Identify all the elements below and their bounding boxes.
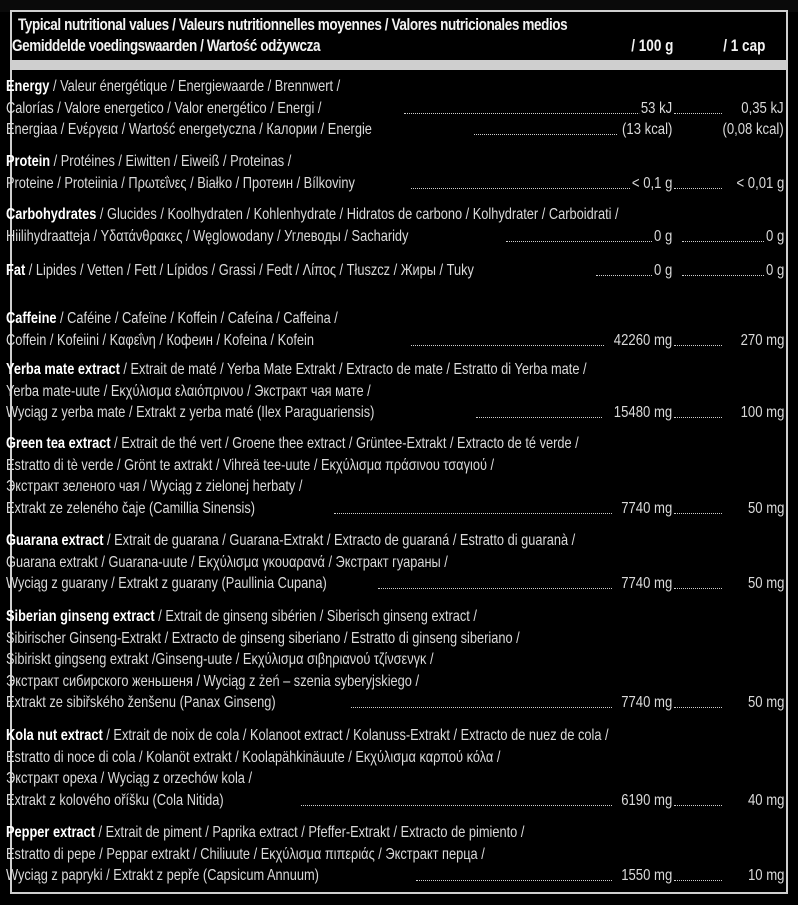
row-yerba-mate [6, 359, 792, 424]
energy-kj-100g: 53 kJ [639, 98, 672, 120]
pepper-line2: Estratto di pepe / Peppar extrakt / Chiliuute / Εκχύλισμα πιπεριάς / Экстракт перца / [6, 845, 485, 863]
kola-cap: 40 mg [746, 790, 784, 812]
kola-line2: Estratto di noce di cola / Kolanöt extrakt / Koolapähkinäuute / Εκχύλισμα καρπού κόλα / [6, 748, 501, 766]
protein-line2: Proteine / Proteiinia / Πρωτεΐνες / Białko / Протеин / Bílkoviny [6, 174, 355, 192]
kola-line1: / Extrait de noix de cola / Kolanoot extract / Kolanuss-Extrakt / Extracto de nuez de cola / [102, 727, 609, 744]
row-pepper [6, 822, 792, 887]
carbs-name: Carbohydrates [6, 206, 97, 223]
fat-name: Fat [6, 262, 26, 279]
header-title-line1: Typical nutritional values / Valeurs nutritionnelles moyennes / Valores nutricionales medios [18, 16, 568, 34]
greentea-cap: 50 mg [746, 498, 784, 520]
greentea-name: Green tea extract [6, 435, 111, 452]
pepper-name: Pepper extract [6, 824, 95, 841]
row-kola-nut [6, 725, 792, 811]
caffeine-cap: 270 mg [739, 330, 784, 352]
header-rule [10, 62, 788, 70]
yerba-100g: 15480 mg [612, 402, 672, 424]
ginseng-name: Siberian ginseng extract [6, 608, 155, 625]
fat-line1: / Lipides / Vetten / Fett / Lípidos / Grassi / Fedt / Λίπος / Tłuszcz / Жиры / Tuky [25, 262, 474, 279]
row-caffeine [6, 308, 792, 351]
row-energy [6, 76, 792, 141]
pepper-100g: 1550 mg [619, 865, 672, 887]
carbs-line1: / Glucides / Koolhydraten / Kohlenhydrate / Hidratos de carbono / Kolhydrater / Carboidrati / [96, 206, 619, 223]
header-col-cap: / 1 cap [722, 37, 765, 55]
kola-name: Kola nut extract [6, 727, 103, 744]
pepper-line1: / Extrait de piment / Paprika extract / Pfeffer-Extrakt / Extracto de pimiento / [94, 824, 525, 841]
ginseng-line5: Extrakt ze sibiřského ženšenu (Panax Ginseng) [6, 694, 276, 711]
carbs-line2: Hiilihydraatteja / Υδατάνθρακες / Węglowodany / Углеводы / Sacharidy [6, 227, 409, 245]
energy-kcal-100g: (13 kcal) [620, 119, 672, 141]
energy-line1: / Valeur énergétique / Energiewaarde / Brennwert / [49, 78, 341, 95]
yerba-line3: Wyciąg z yerba mate / Extrakt z yerba maté (Ilex Paraguariensis) [6, 404, 375, 421]
ginseng-line3: Sibiriskt gingseng extrakt /Ginseng-uute / Εκχύλισμα σιβηριανού τζίνσενγκ / [6, 651, 434, 668]
greentea-line3: Экстракт зеленого чая / Wyciąg z zielonej herbaty / [6, 478, 303, 495]
protein-cap: < 0,01 g [735, 173, 784, 195]
guarana-line1: / Extrait de guarana / Guarana-Extrakt / Extracto de guaraná / Estratto di guaranà / [103, 532, 576, 549]
caffeine-line2: Coffein / Kofeiini / Καφεΐνη / Кофеин / Kofeina / Kofein [6, 331, 314, 349]
kola-line3: Экстракт ореха / Wyciąg z orzechów kola / [6, 770, 253, 787]
row-carbohydrates [6, 204, 792, 247]
yerba-cap: 100 mg [739, 402, 784, 424]
greentea-line1: / Extrait de thé vert / Groene thee extract / Grüntee-Extrakt / Extracto de té verde / [110, 435, 579, 452]
ginseng-line4: Экстракт сибирского женьшеня / Wyciąg z żeń – szenia syberyjskiego / [6, 672, 419, 690]
guarana-cap: 50 mg [746, 573, 784, 595]
energy-kcal-cap: (0,08 kcal) [721, 119, 784, 141]
guarana-line3: Wyciąg z guarany / Extrakt z guarany (Paullinia Cupana) [6, 575, 327, 592]
table-header [10, 10, 788, 62]
ginseng-cap: 50 mg [746, 692, 784, 714]
greentea-100g: 7740 mg [619, 498, 672, 520]
header-col-100g: / 100 g [630, 37, 673, 55]
header-title-line2: Gemiddelde voedingswaarden / Wartość odżywcza [12, 37, 321, 55]
fat-cap: 0 g [764, 260, 784, 282]
pepper-cap: 10 mg [746, 865, 784, 887]
protein-line1: / Protéines / Eiwitten / Eiweiß / Proteinas / [50, 153, 292, 170]
ginseng-line2: Sibirischer Ginseng-Extrakt / Extracto de ginseng siberiano / Estratto di ginseng siberiano / [6, 629, 520, 647]
row-green-tea [6, 433, 792, 519]
kola-line4: Extrakt z kolového oříšku (Cola Nitida) [6, 791, 224, 809]
guarana-name: Guarana extract [6, 532, 104, 549]
pepper-line3: Wyciąg z papryki / Extrakt z pepře (Capsicum Annuum) [6, 867, 319, 884]
greentea-line2: Estratto di tè verde / Grönt te axtrakt / Vihreä tee-uute / Εκχύλισμα πράσινου τσαγιού / [6, 456, 495, 474]
ginseng-line1: / Extrait de ginseng sibérien / Siberisch ginseng extract / [154, 608, 477, 625]
yerba-name: Yerba mate extract [6, 361, 120, 378]
row-siberian-ginseng [6, 606, 792, 714]
greentea-line4: Extrakt ze zeleného čaje (Camillia Sinensis) [6, 499, 255, 517]
protein-name: Protein [6, 153, 51, 170]
guarana-line2: Guarana extrakt / Guarana-uute / Εκχύλισμα γκουαρανά / Экстракт гуараны / [6, 553, 448, 571]
fat-100g: 0 g [652, 260, 672, 282]
yerba-line2: Yerba mate-uute / Εκχύλισμα ελαιόπρινου / Экстракт чая мате / [6, 382, 371, 400]
kola-100g: 6190 mg [619, 790, 672, 812]
ginseng-100g: 7740 mg [619, 692, 672, 714]
energy-kj-cap: 0,35 kJ [740, 98, 784, 120]
guarana-100g: 7740 mg [619, 573, 672, 595]
energy-line3: Energiaa / Ενέργεια / Wartość energetyczna / Калории / Energie [6, 121, 372, 138]
carbs-100g: 0 g [652, 226, 672, 248]
energy-line2: Calorías / Valore energetico / Valor energético / Energi / [6, 99, 322, 117]
row-fat [6, 260, 792, 282]
carbs-cap: 0 g [764, 226, 784, 248]
caffeine-100g: 42260 mg [612, 330, 672, 352]
row-guarana [6, 530, 792, 595]
row-protein [6, 151, 792, 194]
energy-name: Energy [6, 78, 50, 95]
caffeine-name: Caffeine [6, 310, 57, 327]
caffeine-line1: / Caféine / Cafeïne / Koffein / Cafeína / Caffeina / [56, 310, 338, 327]
yerba-line1: / Extrait de maté / Yerba Mate Extrakt / Extracto de mate / Estratto di Yerba mate / [119, 361, 587, 378]
protein-100g: < 0,1 g [630, 173, 672, 195]
